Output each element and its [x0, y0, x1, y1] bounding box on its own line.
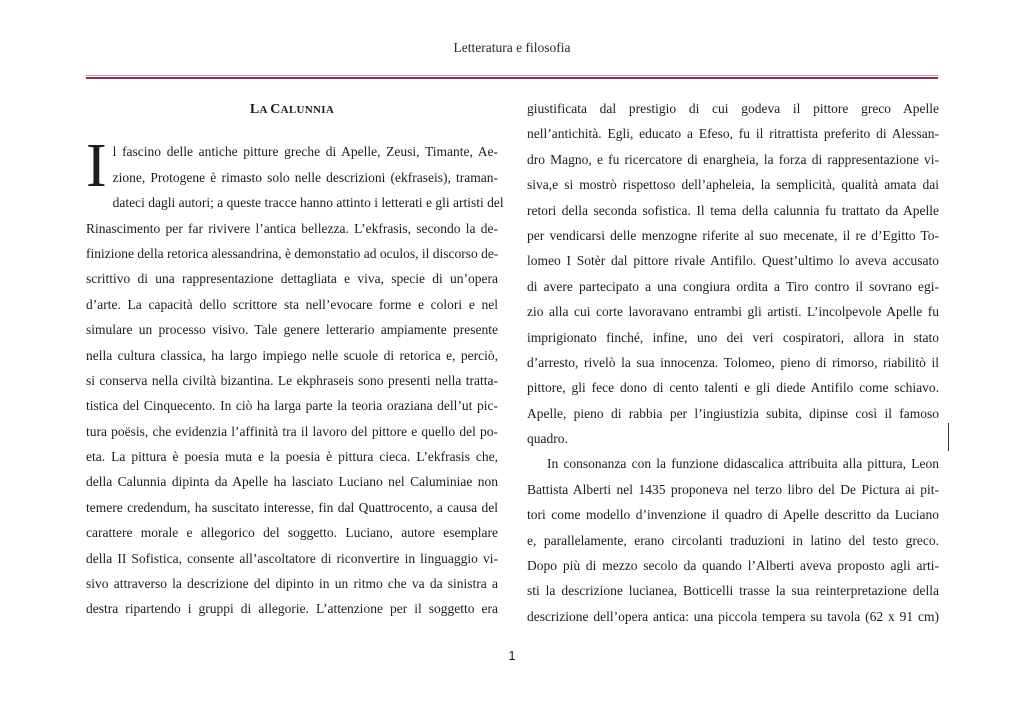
header-rule-thin [86, 75, 938, 76]
text-line: si conserva nella civiltà bizantina. Le ekphraseis sono presenti nella tratta- [86, 372, 498, 388]
cursor-mark [948, 423, 949, 451]
text-line: sivo attraverso la descrizione del dipinto in un ritmo che va da sinistra a [86, 576, 498, 592]
text-line: nella cultura classica, ha largo impiego nelle scuole di retorica e, perciò, [86, 347, 498, 363]
text-line: tori come modello d’invenzione il quadro di Apelle descritto da Luciano [527, 507, 939, 523]
text-line: imprigionato finché, infine, uno dei veri cospiratori, allora in stato [527, 329, 939, 345]
text-line: Dopo più di mezzo secolo da quando l’Alberti aveva proposto agli arti- [527, 558, 939, 574]
text-line: dateci dagli autori; a queste tracce hanno attinto i letterati e gli artisti del [112, 195, 504, 211]
text-line: scrittivo di una rappresentazione dettagliata e viva, specie di un’opera [86, 271, 498, 287]
text-line: l fascino delle antiche pitture greche di Apelle, Zeusi, Timante, Ae- [112, 144, 498, 160]
text-line: Apelle, pieno di rabbia per l’ingiustizia subita, dipinse così il famoso [527, 405, 939, 421]
text-line: simulare un processo visivo. Tale genere letterario ampiamente presente [86, 322, 498, 338]
text-line: di avere partecipato a una congiura ordita a Tiro contro il sovrano egi- [527, 278, 939, 294]
text-line: della II Sofistica, consente all’ascoltatore di riconvertire in linguaggio vi- [86, 550, 498, 566]
text-line: destra ripartendo i gruppi di allegorie. L’attenzione per il soggetto era [86, 601, 498, 617]
text-line: Rinascimento per far rivivere l’antica bellezza. L’ekfrasis, secondo la de- [86, 220, 498, 236]
text-line: lomeo I Sotèr dal pittore rivale Antifilo. Quest’ultimo lo aveva accusato [527, 253, 939, 269]
text-line: siva,e si mostrò rispettoso dell’apheleia, la semplicità, qualità amata dai [527, 177, 939, 193]
text-line: per vendicarsi delle menzogne riferite al suo mecenate, il re d’Egitto To- [527, 227, 939, 243]
page-number: 1 [508, 648, 516, 663]
drop-cap: I [86, 132, 107, 201]
text-line: sti la descrizione lucianea, Botticelli trasse la sua reinterpretazione della [527, 583, 939, 599]
text-line: tistica del Cinquecento. In ciò ha larga parte la teoria oraziana dell’ut pic- [86, 398, 498, 414]
text-line: eta. La pittura è poesia muta e la poesia è pittura cieca. L’ekfrasis che, [86, 449, 498, 465]
text-line: e, parallelamente, erano circolanti traduzioni in latino del testo greco. [527, 532, 939, 548]
text-line: giustificata dal prestigio di cui godeva il pittore greco Apelle [527, 101, 939, 116]
text-line: della Calunnia dipinta da Apelle ha lasciato Luciano nel Caluminiae non [86, 474, 498, 490]
text-line: temere credendum, ha suscitato interesse, fin dal Quattrocento, a causa del [86, 499, 498, 515]
text-line: descrizione dell’opera antica: una piccola tempera su tavola (62 x 91 cm) [527, 608, 939, 624]
text-line: In consonanza con la funzione didascalica attribuita alla pittura, Leon [547, 456, 939, 472]
text-line: carattere morale e allegorico del soggetto. Luciano, autore esemplare [86, 525, 498, 541]
text-line: finizione della retorica alessandrina, è demonstatio ad oculos, il discorso de- [86, 245, 499, 261]
text-line: zione, Protogene è rimasto solo nelle descrizioni (ekfraseis), traman- [112, 169, 498, 185]
header-rule-thick [86, 77, 938, 79]
text-line: zio alla cui corte lavoravano entrambi gli artisti. L’incolpevole Apelle fu [527, 304, 939, 320]
text-line: d’arresto, rivelò la sua innocenza. Tolomeo, pieno di rimorso, riabilitò il [527, 354, 939, 370]
section-title: LA CALUNNIA [249, 102, 335, 117]
text-line: dro Magno, e fu ricercatore di enargheia, la forza di rappresentazione vi- [527, 151, 939, 167]
text-line: Battista Alberti nel 1435 proponeva nel terzo libro del De Pictura ai pit- [527, 481, 939, 497]
text-line: pittore, gli fece dono di cento talenti e gli diede Antifilo come schiavo. [527, 380, 939, 396]
left-column [86, 96, 504, 622]
text-line: tura poësis, che evidenzia l’affinità tra il lavoro del pittore e quello del po- [86, 423, 498, 439]
right-column [527, 96, 939, 629]
running-header: Letteratura e filosofia [453, 40, 571, 55]
text-line: quadro. [527, 431, 568, 447]
paragraph-intro [86, 132, 504, 621]
text-line: nell’antichità. Egli, educato a Efeso, fu il ritrattista preferito di Alessan- [527, 126, 939, 142]
text-line: d’arte. La capacità dello scrittore sta nell’evocare forme e colori e nel [86, 296, 498, 312]
text-line: retori della seconda sofistica. Il tema della calunnia fu trattato da Apelle [527, 202, 939, 218]
